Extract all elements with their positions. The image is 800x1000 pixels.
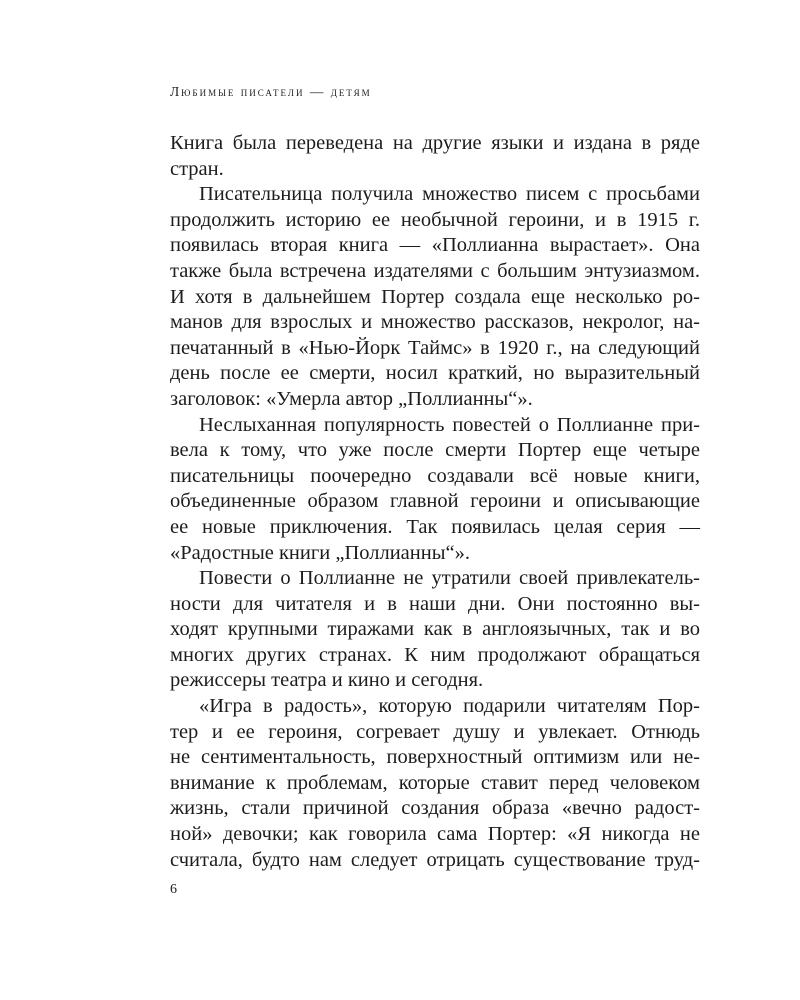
- text-line: писательницы поочередно создавали всё новые книги,: [170, 464, 700, 487]
- text-line: объединенные образом главной героини и описывающие: [170, 490, 700, 513]
- text-line: продолжить историю ее необычной героини, и в 1915 г.: [170, 208, 700, 231]
- paragraph-first-line: Писательница получила множество писем с просьбами: [199, 183, 700, 206]
- text-line: тер и ее героиня, согревает душу и увлекает. Отнюдь: [170, 720, 700, 743]
- text-line: вела к тому, что уже после смерти Портер еще четыре: [170, 439, 700, 462]
- text-line: печатанный в «Нью-Йорк Таймс» в 1920 г., на следующий: [170, 336, 700, 359]
- text-line: стран.: [170, 157, 224, 180]
- text-line: также была встречена издателями с большим энтузиазмом.: [170, 259, 700, 282]
- text-line: режиссеры театра и кино и сегодня.: [170, 669, 484, 692]
- text-line: И хотя в дальнейшем Портер создала еще несколько ро-: [170, 285, 700, 308]
- text-line: манов для взрослых и множество рассказов, некролог, на-: [170, 311, 700, 334]
- paragraph-first-line: «Игра в радость», которую подарили читателям Пор-: [199, 695, 700, 718]
- running-head: Любимые писатели — детям: [170, 84, 372, 99]
- text-line: заголовок: «Умерла автор „Поллианны“».: [170, 387, 533, 410]
- text-line: многих других странах. К ним продолжают обращаться: [170, 643, 700, 666]
- text-line: ной» девочки; как говорила сама Портер: «Я никогда не: [170, 823, 700, 846]
- text-line: ности для читателя и в наши дни. Они постоянно вы-: [170, 592, 700, 615]
- text-line: жизнь, стали причиной создания образа «вечно радост-: [170, 797, 700, 820]
- text-line: день после ее смерти, носил краткий, но выразительный: [170, 362, 700, 385]
- text-line: ходят крупными тиражами как в англоязычных, так и во: [170, 618, 700, 641]
- paragraph-first-line: Повести о Поллианне не утратили своей привлекатель-: [199, 567, 700, 590]
- text-line: появилась вторая книга — «Поллианна вырастает». Она: [170, 234, 700, 257]
- body-text: [170, 131, 700, 873]
- text-line: не сентиментальность, поверхностный оптимизм или не-: [170, 746, 700, 769]
- text-line: «Радостные книги „Поллианны“».: [170, 541, 470, 564]
- paragraph-first-line: Неслыханная популярность повестей о Поллианне при-: [199, 413, 700, 436]
- text-line: внимание к проблемам, которые ставит перед человеком: [170, 771, 700, 794]
- text-line: ее новые приключения. Так появилась целая серия —: [170, 515, 700, 538]
- page-number: 6: [170, 882, 177, 897]
- text-line: считала, будто нам следует отрицать существование труд-: [170, 848, 700, 871]
- text-line: Книга была переведена на другие языки и издана в ряде: [170, 132, 700, 154]
